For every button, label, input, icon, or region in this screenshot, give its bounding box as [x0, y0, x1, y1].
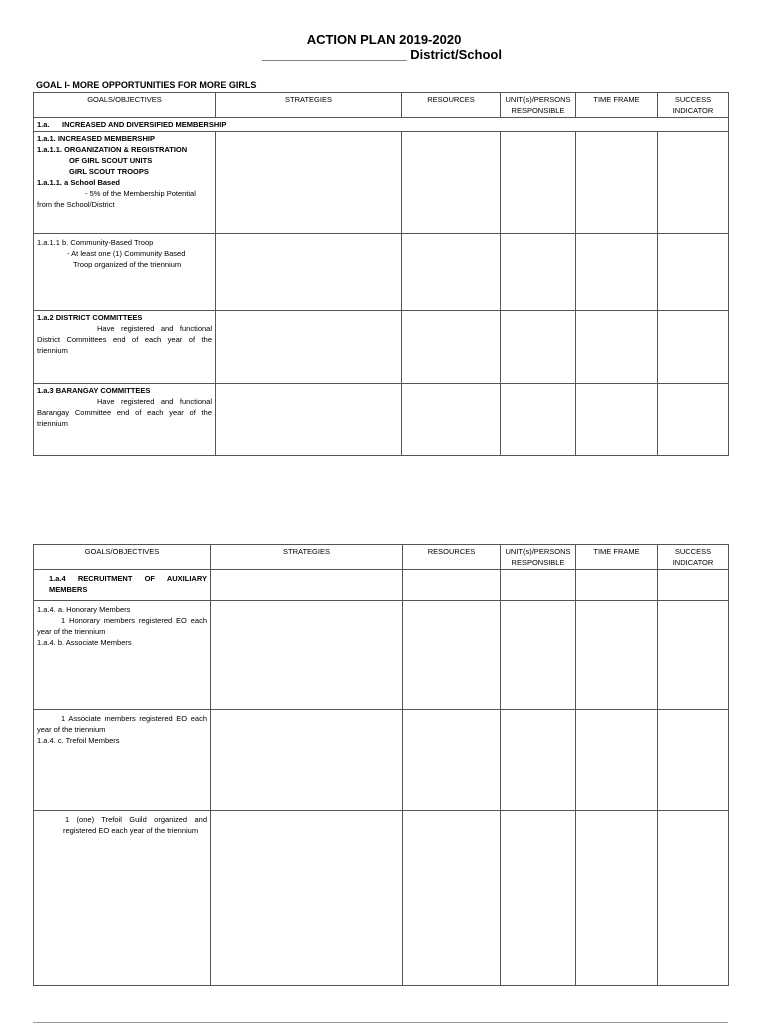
- objective-line: 1.a.1. INCREASED MEMBERSHIP: [37, 134, 155, 143]
- objective-line: 1.a.1.1. a School Based: [37, 178, 120, 187]
- strategies-cell: [211, 710, 403, 811]
- objective-line: Troop organized of the triennium: [73, 260, 182, 269]
- objective-line: - 5% of the Membership Potential: [85, 189, 196, 198]
- objective-cell: [34, 234, 216, 311]
- units-cell: [501, 384, 576, 456]
- resources-cell: [402, 311, 501, 384]
- col-goals: GOALS/OBJECTIVES: [34, 93, 216, 118]
- success-cell: [658, 234, 729, 311]
- objective-line: 1.a.2 DISTRICT COMMITTEES: [37, 313, 143, 322]
- success-cell: [658, 384, 729, 456]
- strategies-cell: [216, 384, 402, 456]
- objective-line: Have registered and functional Barangay Committee end of each year of the triennium: [37, 397, 212, 428]
- strategies-cell: [216, 234, 402, 311]
- section-label: 1.a. INCREASED AND DIVERSIFIED MEMBERSHIP: [34, 118, 729, 132]
- strategies-cell: [211, 811, 403, 986]
- strategies-cell: [216, 132, 402, 234]
- objective-line: 1.a.1.1. ORGANIZATION & REGISTRATION: [37, 145, 188, 154]
- col-resources: RESOURCES: [403, 545, 501, 570]
- units-cell: [501, 132, 576, 234]
- objective-line: - At least one (1) Community Based: [67, 249, 186, 258]
- objective-cell: [34, 601, 211, 710]
- district-school-line: ____________________ District/School: [262, 47, 502, 62]
- resources-cell: [402, 384, 501, 456]
- action-plan-table-2: [33, 544, 729, 986]
- col-resources: RESOURCES: [402, 93, 501, 118]
- goal-heading: GOAL I- MORE OPPORTUNITIES FOR MORE GIRLS: [36, 80, 257, 90]
- resources-cell: [403, 601, 501, 710]
- table-row: [34, 570, 729, 601]
- table-row: [34, 811, 729, 986]
- col-time-frame: TIME FRAME: [576, 545, 658, 570]
- units-cell: [501, 234, 576, 311]
- table-row: [34, 710, 729, 811]
- objective-line: from the School/District: [37, 200, 115, 209]
- page-title: ACTION PLAN 2019-2020: [306, 32, 462, 47]
- time-frame-cell: [576, 710, 658, 811]
- table-header-row: [34, 545, 729, 570]
- table-row: [34, 132, 729, 234]
- time-frame-cell: [576, 811, 658, 986]
- time-frame-cell: [576, 132, 658, 234]
- objective-cell: [34, 132, 216, 234]
- time-frame-cell: [576, 234, 658, 311]
- action-plan-table-1: [33, 92, 729, 456]
- resources-cell: [402, 132, 501, 234]
- col-strategies: STRATEGIES: [216, 93, 402, 118]
- objective-line: GIRL SCOUT TROOPS: [69, 167, 149, 176]
- time-frame-cell: [576, 311, 658, 384]
- units-cell: [501, 570, 576, 601]
- objective-line: 1.a.1.1 b. Community-Based Troop: [37, 238, 154, 247]
- col-success-indicator: SUCCESS INDICATOR: [658, 545, 729, 570]
- objective-line: 1.a.4 RECRUITMENT OF AUXILIARY MEMBERS: [49, 574, 207, 594]
- col-time-frame: TIME FRAME: [576, 93, 658, 118]
- resources-cell: [403, 710, 501, 811]
- time-frame-cell: [576, 384, 658, 456]
- table-row: [34, 384, 729, 456]
- units-cell: [501, 710, 576, 811]
- success-cell: [658, 811, 729, 986]
- table-row: [34, 234, 729, 311]
- success-cell: [658, 311, 729, 384]
- col-strategies: STRATEGIES: [211, 545, 403, 570]
- col-units-responsible: UNIT(s)/PERSONS RESPONSIBLE: [501, 545, 576, 570]
- col-goals: GOALS/OBJECTIVES: [34, 545, 211, 570]
- objective-line: Have registered and functional District Committees end of each year of the triennium: [37, 324, 212, 355]
- objective-line: 1.a.4. c. Trefoil Members: [37, 736, 120, 745]
- objective-cell: [34, 710, 211, 811]
- resources-cell: [403, 811, 501, 986]
- success-cell: [658, 710, 729, 811]
- success-cell: [658, 601, 729, 710]
- strategies-cell: [211, 570, 403, 601]
- objective-line: 1.a.4. a. Honorary Members: [37, 605, 131, 614]
- objective-line: 1 (one) Trefoil Guild organized and registered EO each year of the triennium: [63, 815, 207, 835]
- table-row: [34, 311, 729, 384]
- resources-cell: [402, 234, 501, 311]
- time-frame-cell: [576, 570, 658, 601]
- col-success-indicator: SUCCESS INDICATOR: [658, 93, 729, 118]
- strategies-cell: [216, 311, 402, 384]
- table-row: [34, 601, 729, 710]
- strategies-cell: [211, 601, 403, 710]
- success-cell: [658, 570, 729, 601]
- units-cell: [501, 811, 576, 986]
- objective-cell: [34, 570, 211, 601]
- success-cell: [658, 132, 729, 234]
- units-cell: [501, 311, 576, 384]
- objective-line: 1.a.3 BARANGAY COMMITTEES: [37, 386, 151, 395]
- time-frame-cell: [576, 601, 658, 710]
- objective-cell: [34, 311, 216, 384]
- col-units-responsible: UNIT(s)/PERSONS RESPONSIBLE: [501, 93, 576, 118]
- objective-cell: [34, 811, 211, 986]
- resources-cell: [403, 570, 501, 601]
- objective-cell: [34, 384, 216, 456]
- table-header-row: [34, 93, 729, 118]
- objective-line: 1 Associate members registered EO each year of the triennium: [37, 714, 207, 734]
- objective-line: OF GIRL SCOUT UNITS: [69, 156, 153, 165]
- section-row: [34, 118, 729, 132]
- objective-line: 1 Honorary members registered EO each year of the triennium: [37, 616, 207, 636]
- page-divider: [33, 1022, 728, 1023]
- objective-line: 1.a.4. b. Associate Members: [37, 638, 132, 647]
- units-cell: [501, 601, 576, 710]
